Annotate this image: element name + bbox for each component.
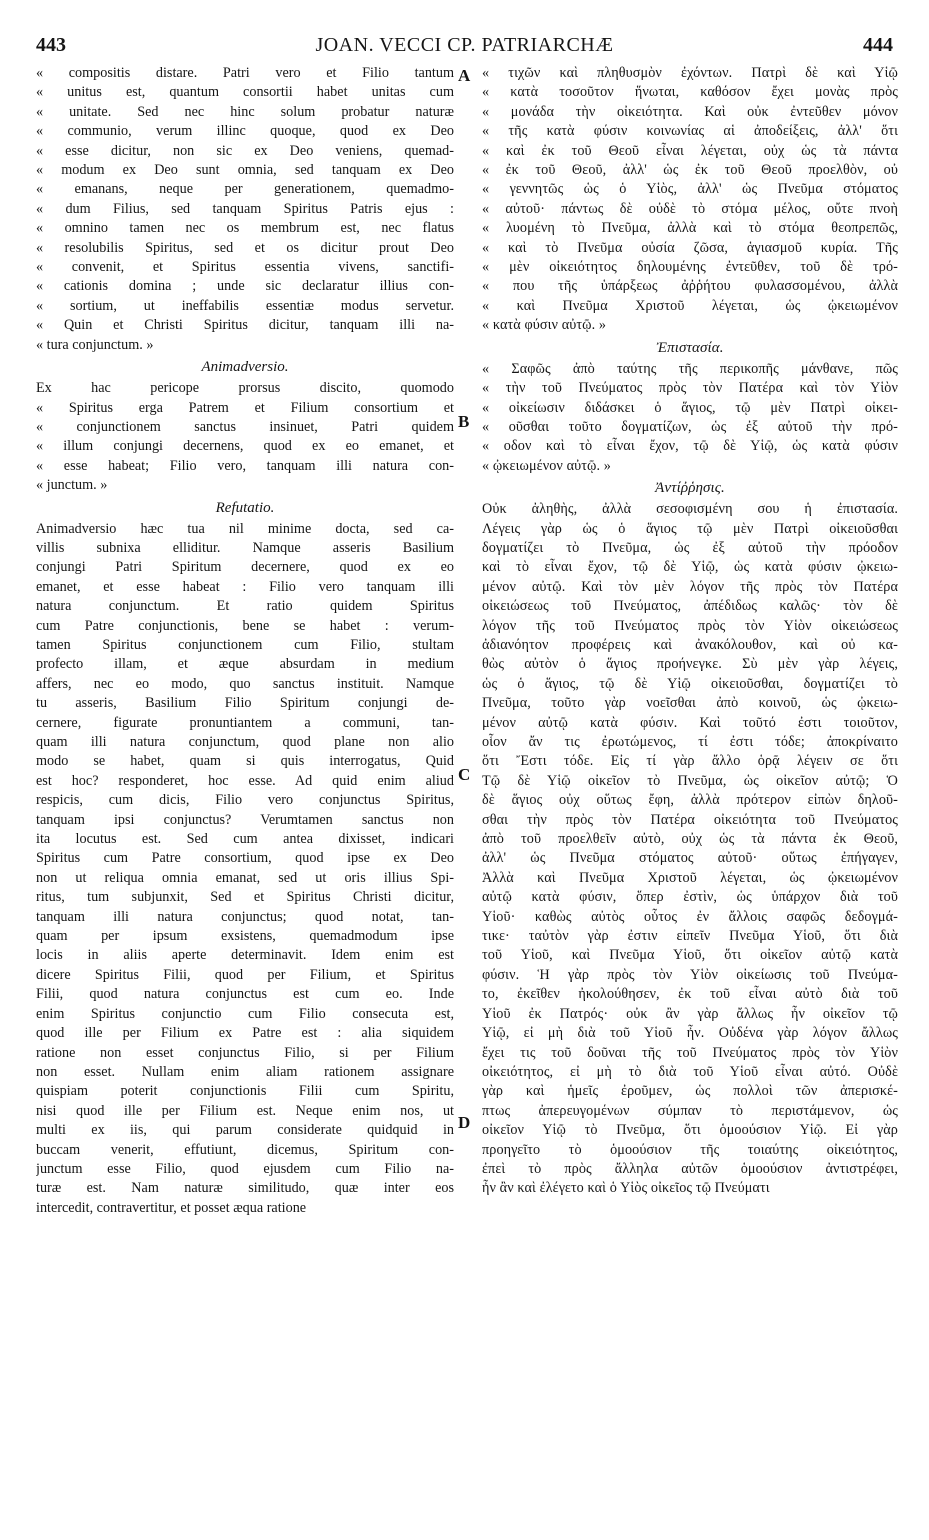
text-line: « illum conjungi decernens, quod ex eo emanet, et (36, 438, 454, 455)
text-line: Τῷ δὲ Υἱῷ οἰκεῖον τὸ Πνεῦμα, ὡς οἰκεῖον αὐτῷ; Ὁ (482, 772, 898, 789)
text-line: ἔχει τις τοῦ δοῦναι τῆς τοῦ Πνεύματος πρὸς τὸν Υἱὸν (482, 1044, 898, 1061)
text-line: δογματίζει τὸ Πνεῦμα, ὡς ἐξ αὐτοῦ τὴν πρόοδον (482, 539, 898, 556)
margin-marker-d: D (458, 1113, 471, 1132)
text-line: « τιχῶν καὶ πληθυσμὸν ἐχόντων. Πατρὶ δὲ καὶ Υἱῷ (482, 65, 898, 81)
text-line: enim Spiritus conjunctio cum Filio consecuta est, (36, 1005, 454, 1022)
text-line: buccam venerit, effutiunt, dicemus, Spiritum con- (36, 1141, 454, 1158)
text-line: emanet, et esse habeat : Filio vero tanquam illi (36, 578, 454, 595)
text-line: natura conjunctum. Et ratio quidem Spiritus (36, 598, 454, 615)
greek-column (482, 64, 898, 1199)
text-line: Ex hac pericope prorsus discito, quomodo (36, 380, 454, 397)
text-line: « Spiritus erga Patrem et Filium consortium et (36, 399, 454, 416)
text-line: « emanans, neque per generationem, quemadmo- (36, 181, 454, 198)
text-line: « μονάδα τὴν οἰκειότητα. Καὶ οὐκ ἐντεῦθεν μόνον (482, 103, 898, 120)
text-line: « γεννητῶς ὡς ὁ Υἱὸς, ἀλλ' ὡς Πνεῦμα στόματος (482, 181, 898, 198)
text-line: « που τῆς ὑπάρξεως ἀῤῥήτου φυλασσομένου, ἀλλὰ (482, 278, 898, 295)
text-line: cernere, figurate pronuntiantem a communi, tan- (36, 714, 454, 731)
text-line: Οὐκ ἀληθὴς, ἀλλὰ σεσοφισμένη σου ἡ ἐπιστασία. (482, 501, 898, 518)
text-line: « esse dicitur, non sic ex Deo veniens, quemad- (36, 142, 454, 159)
page-header (36, 34, 893, 60)
text-line: non esset. Nullam enim aliam rationem assignare (36, 1063, 454, 1080)
text-line: locis in aliis aperte determinavit. Idem enim est (36, 947, 454, 964)
text-line: tanquam ipsi conjunctus? Verumtamen sanctus non (36, 811, 454, 828)
text-line: tamen Spiritus conjunctionem cum Filio, stultam (36, 636, 454, 653)
text-line: quam per ipsum exsistens, quemadmodum ipse (36, 928, 454, 945)
greek-heading-epistasia: Ἐπιστασία. (656, 339, 724, 356)
greek-heading-antirrhesis: Ἀντίῤῥησις. (655, 480, 725, 497)
text-line: τοῦ Υἱοῦ, καὶ Πνεῦμα Υἱοῦ, ὅτι οἰκεῖον αὐτῷ κατὰ (482, 947, 898, 964)
greek-block-quotation (482, 64, 898, 336)
text-line: modo se habet, quam si quis interrogatus, Quid (36, 753, 454, 770)
latin-column (36, 64, 454, 1218)
text-line: Πνεῦμα, τοῦτο γὰρ νοεῖσθαι ἀπὸ κοινοῦ, ὡς ᾠκειω- (482, 695, 898, 712)
text-line: turæ est. Nam naturæ similitudo, quæ inter eos (36, 1180, 454, 1197)
text-line: Υἱοῦ ἐκ Πατρός· οὐκ ἂν γὰρ ἄλλως ἦν οἰκεῖον τῷ (482, 1005, 898, 1022)
text-line: respicis, cum dicis, Filio vero conjunctus Spiritus, (36, 792, 454, 809)
margin-marker-a: A (458, 66, 471, 85)
page-number-right: 444 (863, 34, 893, 56)
text-line: ratione non esset conjunctus Filio, si per Filium (36, 1044, 454, 1061)
text-line: non ut reliqua omnia emanat, sed ut oris illius Spi- (36, 869, 454, 886)
text-line: θὼς αὐτὸν ὁ ἅγιος προήνεγκε. Σὺ μὲν γὰρ λέγεις, (482, 656, 898, 673)
text-line: « ἐκ τοῦ Θεοῦ, ἀλλ' ὡς ἐκ τοῦ Θεοῦ προελθὸν, οὐ (482, 162, 898, 179)
text-line: « κατὰ φύσιν αὐτῷ. » (482, 317, 607, 334)
text-line: το, ἐκεῖθεν ἠκολούθησεν, ἐκ τοῦ εἶναι αὐτὸ διὰ τοῦ (482, 986, 898, 1003)
text-line: τικε· ταὐτὸν γὰρ ἐστιν εἰπεῖν Πνεῦμα Υἱοῦ, ὅτι διὰ (482, 928, 898, 945)
text-line: σθαι τὴν πρὸς τὸν Πατέρα οἰκειότητα τοῦ Πνεύματος (482, 811, 898, 828)
text-line: « τῆς κατὰ φύσιν κοινωνίας αἱ ἀποδείξεις, ἀλλ' ὅτι (482, 123, 898, 140)
text-line: profecto illam, et æque absurdam in medium (36, 656, 454, 673)
text-line: οἰκειώσεως τοῦ Πνεύματος, ἀπέδιδως καλῶς· τὸν δὲ (482, 598, 898, 615)
text-line: Υἱοῦ· καθὼς αὐτὸς οὗτος ἐν ἄλλοις σαφῶς δεδογμά- (482, 908, 898, 925)
text-line: « conjunctionem sanctus insinuet, Patri quidem (36, 418, 454, 435)
text-line: ἀπὸ τοῦ προελθεῖν αὐτὸ, οὐχ ὡς τὰ πάντα ἐκ Θεοῦ, (482, 831, 898, 848)
text-line: « ᾠκειωμένον αὐτῷ. » (482, 457, 611, 474)
margin-marker-c: C (458, 765, 471, 784)
text-line: « cationis domina ; unde sic declaratur illius con- (36, 278, 454, 295)
text-line: μένον αὐτῷ. Καὶ τὸν μὲν λόγον τῆς πρὸς τὸν Πατέρα (482, 578, 898, 595)
text-line: Υἱῷ, εἰ μὴ διὰ τοῦ Υἱοῦ ἦν. Οὐδένα γὰρ λόγον ἄλλως (482, 1025, 898, 1042)
text-line: tu asseris, Basilium Filio Spiritum conjungi de- (36, 695, 454, 712)
latin-block-refutatio (36, 520, 454, 1219)
latin-heading-refutatio: Refutatio. (215, 499, 275, 516)
text-line: πτως ἀπερευγομένων σύμπαν τὸ περιστάμενον, ὡς (482, 1102, 898, 1119)
text-line: junctum esse Filio, quod ejusdem cum Filio na- (36, 1160, 454, 1177)
text-line: « unitus est, quantum consortii habet unitas cum (36, 84, 454, 101)
text-line: μένον αὐτῷ κατὰ φύσιν. Καὶ τοῦτό ἐστι τοιοῦτον, (482, 714, 898, 731)
text-line: « τὴν τοῦ Πνεύματος πρὸς τὸν Πατέρα καὶ τὸν Υἱὸν (482, 380, 898, 397)
text-line: « convenit, et Spiritus essentia vivens, sanctifi- (36, 259, 454, 276)
text-line: αὐτῷ κατὰ φύσιν, ὅπερ ἐστὶν, ὡς ὑπάρχον διὰ τοῦ (482, 889, 898, 906)
text-line: « modum ex Deo sunt omnia, sed tanquam ex Deo (36, 162, 454, 179)
text-line: Ἀλλὰ καὶ Πνεῦμα Χριστοῦ λέγεται, ὡς ᾠκειωμένον (482, 869, 898, 886)
text-line: ἀλλ' ὡς Πνεῦμα στόματος αὐτοῦ· οὕτως ἐπήγαγεν, (482, 850, 898, 867)
text-line: καὶ τὸ εἶναι ἔχον, τῷ δὲ Υἱῷ, ὡς κατὰ φύσιν ᾠκειω- (482, 559, 898, 576)
latin-heading-animadversio: Animadversio. (201, 359, 289, 376)
text-line: Animadversio hæc tua nil minime docta, sed ca- (36, 520, 454, 537)
text-line: « λυομένη τὸ Πνεῦμα, ἀλλὰ καὶ τὸ στόμα θεοπρεπῶς, (482, 220, 898, 237)
running-title: JOAN. VECCI CP. PATRIARCHÆ (315, 34, 614, 56)
text-line: « sortium, ut ineffabilis essentiæ modus servetur. (36, 297, 454, 314)
text-line: « unitate. Sed nec hinc solum probatur naturæ (36, 103, 454, 120)
latin-block-animadversio (36, 379, 454, 495)
text-line: Λέγεις γὰρ ὡς ὁ ἅγιος τῷ μὲν Πατρὶ οἰκειοῦσθαι (482, 520, 898, 537)
text-line: « communio, verum illinc quoque, quod ex Deo (36, 123, 454, 140)
text-line: « καὶ ἐκ τοῦ Θεοῦ εἶναι λέγεται, οὐχ ὡς τὰ πάντα (482, 142, 898, 159)
text-line: « esse habeat; Filio vero, tanquam illi natura con- (36, 457, 454, 474)
text-line: « καὶ τὸ Πνεῦμα οὐσία ζῶσα, ἁγιασμοῦ κυρία. Τῆς (482, 239, 898, 256)
text-line: « resolubilis Spiritus, sed et os dicitur prout Deo (36, 239, 454, 256)
text-line: multi ex iis, qui parum considerate quidquid in (36, 1122, 454, 1139)
greek-block-epistasia (482, 360, 898, 476)
text-line: dicere Spiritus Filii, quod per Filium, et Spiritus (36, 966, 454, 983)
text-line: « κατὰ τοσοῦτον ἥνωται, καθόσον ἔχει μονὰς πρὸς (482, 84, 898, 101)
text-line: ἐπεὶ τὸ πρὸς ἄλληλα αὐτῶν ὁμοούσιον ἀντιστρέφει, (482, 1160, 898, 1177)
text-line: « tura conjunctum. » (36, 336, 154, 353)
greek-block-antirrhesis (482, 500, 898, 1199)
text-line: Filii, quod natura conjunctus est cum eo. Inde (36, 986, 454, 1003)
text-line: ὅτι Ἔστι τόδε. Εἰς τί γὰρ ἄλλο ὁρᾷ λέγειν σε ὅτι (482, 753, 898, 770)
text-line: « μὲν οἰκειότητος δηλουμένης ἐντεῦθεν, τοῦ δὲ τρό- (482, 259, 898, 276)
text-line: « omnino tamen nec os membrum est, nec flatus (36, 220, 454, 237)
text-line: ritus, tum subjunxit, Sed et Spiritus Christi dicitur, (36, 889, 454, 906)
text-line: ἀδιανόητον προφέρεις καὶ ἀνακόλουθον, καὶ οὐ κα- (482, 636, 898, 653)
text-line: Spiritus cum Patre consortium, quod ipse ex Deo (36, 850, 454, 867)
text-line: quispiam poterit conjunctionis Filii cum Spiritu, (36, 1083, 454, 1100)
text-line: tanquam illi natura conjunctus; quod notat, tan- (36, 908, 454, 925)
text-line: villis subnixa elliditur. Namque asseris Basilium (36, 539, 454, 556)
text-line: « junctum. » (36, 477, 108, 494)
text-line: quod ille per Filium ex Patre est : alia siquidem (36, 1025, 454, 1042)
page-number-left: 443 (36, 34, 66, 56)
text-line: cum Patre conjunctionis, bene se habet : verum- (36, 617, 454, 634)
text-line: « dum Filius, sed tanquam Spiritus Patris ejus : (36, 200, 454, 217)
text-line: οἰκεῖον Υἱῷ τὸ Πνεῦμα, ὅτι ὁμοούσιον Υἱῷ. Εἰ γὰρ (482, 1122, 898, 1139)
text-line: ὡς ὁ ἅγιος, τῷ δὲ Υἱῷ οἰκειοῦσθαι, δογματίζει τὸ (482, 675, 898, 692)
text-line: « Quin et Christi Spiritus dicitur, tanquam illi na- (36, 317, 454, 334)
text-line: « οδον καὶ τὸ εἶναι ἔχον, τῷ δὲ Υἱῷ, ὡς κατὰ φύσιν (482, 438, 898, 455)
text-line: « καὶ Πνεῦμα Χριστοῦ λέγεται, ὡς ᾠκειωμένον (482, 297, 898, 314)
text-line: « οἰκείωσιν διδάσκει ὁ ἅγιος, τῷ μὲν Πατρὶ οἰκει- (482, 399, 898, 416)
text-line: οἰκειότητος, εἰ μὴ τὸ διὰ τοῦ Υἱοῦ εἶναι αὐτό. Οὐδὲ (482, 1063, 898, 1080)
text-line: προηγεῖτο τὸ ὁμοούσιον τῆς τοιαύτης οἰκειότητος, (482, 1141, 898, 1158)
text-line: quam illi natura conjunctum, quod plane non alio (36, 734, 454, 750)
text-line: ἦν ἂν καὶ ἐλέγετο καὶ ὁ Υἱὸς οἰκεῖος τῷ Πνεύματι (482, 1180, 770, 1197)
text-line: φύσιν. Ἡ γὰρ πρὸς τὸν Υἱὸν οἰκείωσις τοῦ Πνεύμα- (482, 966, 898, 983)
text-line: ita locutus est. Sed cum antea dixisset, indicari (36, 831, 454, 848)
text-line: λόγον τῆς τοῦ Πνεύματος πρὸς τὸν Υἱὸν οἰκειώσεως (482, 617, 898, 634)
text-line: « compositis distare. Patri vero et Filio tantum (36, 65, 454, 81)
text-line: nisi quod ille per Filium est. Neque enim nos, ut (36, 1102, 454, 1119)
text-line: est hoc? responderet, hoc esse. Ad quid enim aliud (36, 772, 454, 789)
text-line: οἷον ἄν τις ἐρωτώμενος, τί ἐστι τόδε; ἀποκρίναιτο (482, 734, 898, 750)
text-line: « Σαφῶς ἀπὸ ταύτης τῆς περικοπῆς μάνθανε, πῶς (482, 360, 898, 377)
latin-block-quotation (36, 64, 454, 355)
text-line: intercedit, contravertitur, et posset æqua ratione (36, 1199, 307, 1216)
text-line: « αὐτοῦ· πάντως δὲ οὐδὲ τὸ στόμα μέλος, οὔτε πνοὴ (482, 200, 898, 217)
text-line: affers, nec eo modo, quo sanctus instituit. Namque (36, 675, 454, 692)
text-line: « οῦσθαι τοῦτο δογματίζων, ὡς ἐξ αὐτοῦ τὴν πρό- (482, 418, 898, 435)
margin-marker-b: B (458, 412, 470, 431)
text-line: γὰρ καὶ ἡμεῖς ἐροῦμεν, ὡς πολλοὶ τῶν ἀπερισκέ- (482, 1083, 898, 1100)
text-line: δὲ ἅγιος οὐχ οὕτως ἔφη, ἀλλὰ πρότερον εἰπὼν δηλοῦ- (482, 792, 898, 809)
text-line: conjungi Patri Spiritum decernere, quod ex eo (36, 559, 454, 576)
